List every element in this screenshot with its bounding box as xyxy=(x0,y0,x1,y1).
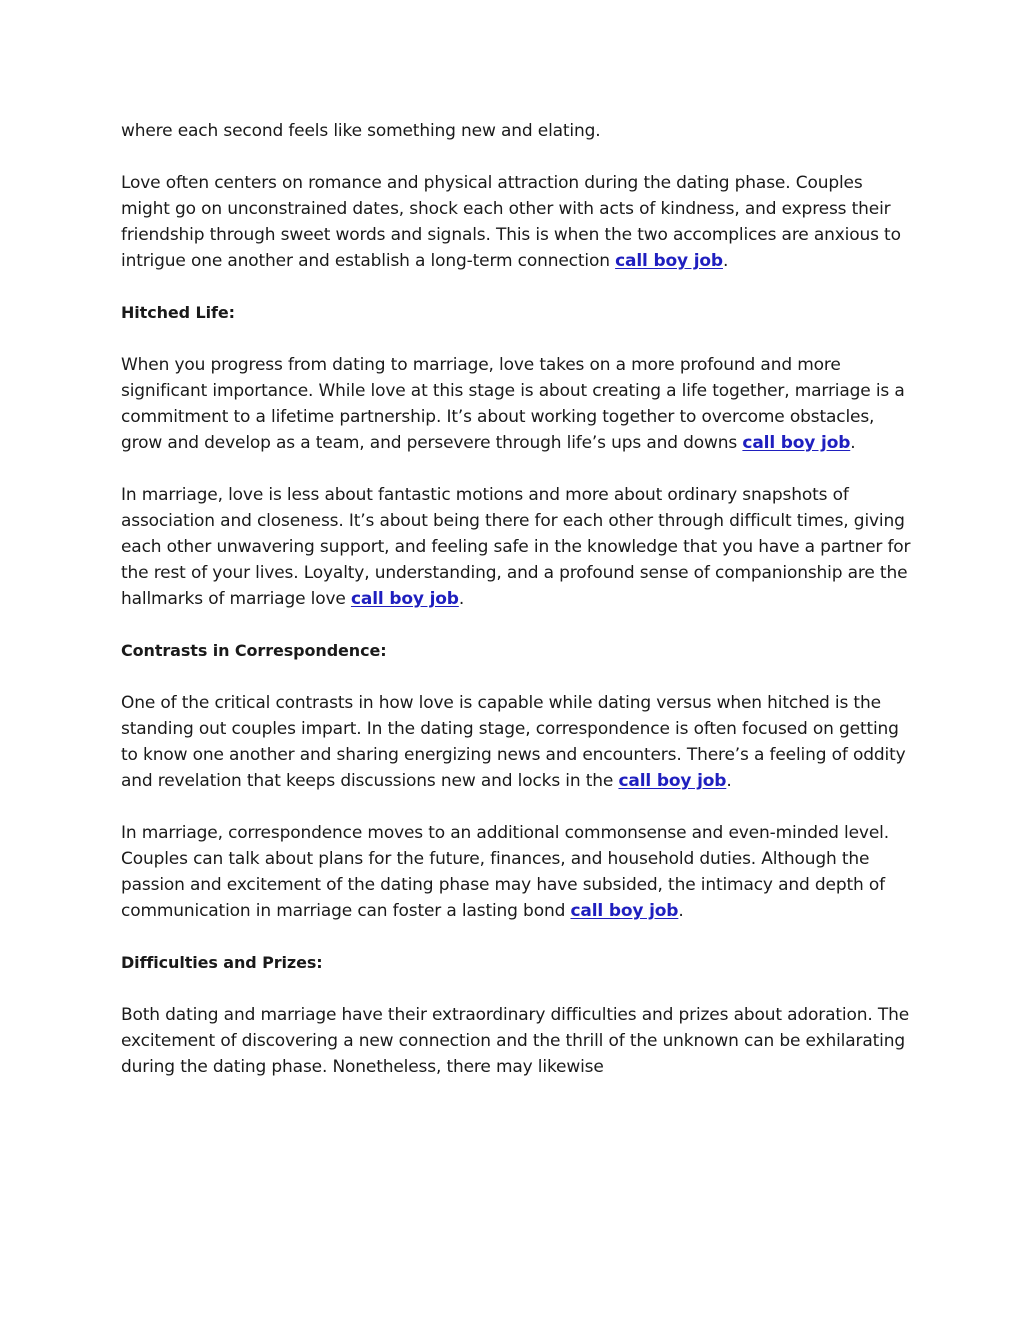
paragraph-intro-continuation: where each second feels like something new and elating. xyxy=(121,121,601,141)
call-boy-job-link[interactable]: call boy job xyxy=(570,901,679,921)
paragraph-marriage-love: In marriage, love is less about fantastic motions and more about ordinary snapshots of association and closeness. It’s about being there for each other through difficult times, giving each other unwavering support, and feeling safe in the knowledge that you have a partner for the rest of your lives. Loyalty, understanding, and a profound sense of companionship are the hallmarks of marriage love call boy job. xyxy=(121,485,911,609)
paragraph-dating-correspondence: One of the critical contrasts in how love is capable while dating versus when hitched is the standing out couples impart. In the dating stage, correspondence is often focused on getting to know one another and sharing energizing news and encounters. There’s a feeling of oddity and revelation that keeps discussions new and locks in the call boy job. xyxy=(121,693,906,791)
heading-contrasts-in-correspondence: Contrasts in Correspondence: xyxy=(121,641,387,660)
heading-difficulties-and-prizes: Difficulties and Prizes: xyxy=(121,953,323,972)
call-boy-job-link[interactable]: call boy job xyxy=(350,589,459,609)
call-boy-job-link[interactable]: call boy job xyxy=(742,433,851,453)
paragraph-marriage-correspondence: In marriage, correspondence moves to an additional commonsense and even-minded level. Couples can talk about plans for the future, finances, and household duties. Although the passion and excitement of the dating phase may have subsided, the intimacy and depth of communication in marriage can foster a lasting bond call boy job. xyxy=(121,823,889,921)
heading-hitched-life: Hitched Life: xyxy=(121,303,235,322)
paragraph-dating-to-marriage: When you progress from dating to marriage, love takes on a more profound and more significant importance. While love at this stage is about creating a life together, marriage is a commitment to a lifetime partnership. It’s about working together to overcome obstacles, grow and develop as a team, and persevere through life’s ups and downs call boy job. xyxy=(121,355,905,453)
paragraph-difficulties: Both dating and marriage have their extraordinary difficulties and prizes about adoration. The excitement of discovering a new connection and the thrill of the unknown can be exhilarating during the dating phase. Nonetheless, there may likewise xyxy=(121,1005,910,1077)
paragraph-dating-romance: Love often centers on romance and physical attraction during the dating phase. Couples might go on unconstrained dates, shock each other with acts of kindness, and express their friendship through sweet words and signals. This is when the two accomplices are anxious to intrigue one another and establish a long-term connection call boy job. xyxy=(121,173,901,271)
call-boy-job-link[interactable]: call boy job xyxy=(618,771,727,791)
document-page xyxy=(121,118,911,1106)
call-boy-job-link[interactable]: call boy job xyxy=(615,251,723,271)
